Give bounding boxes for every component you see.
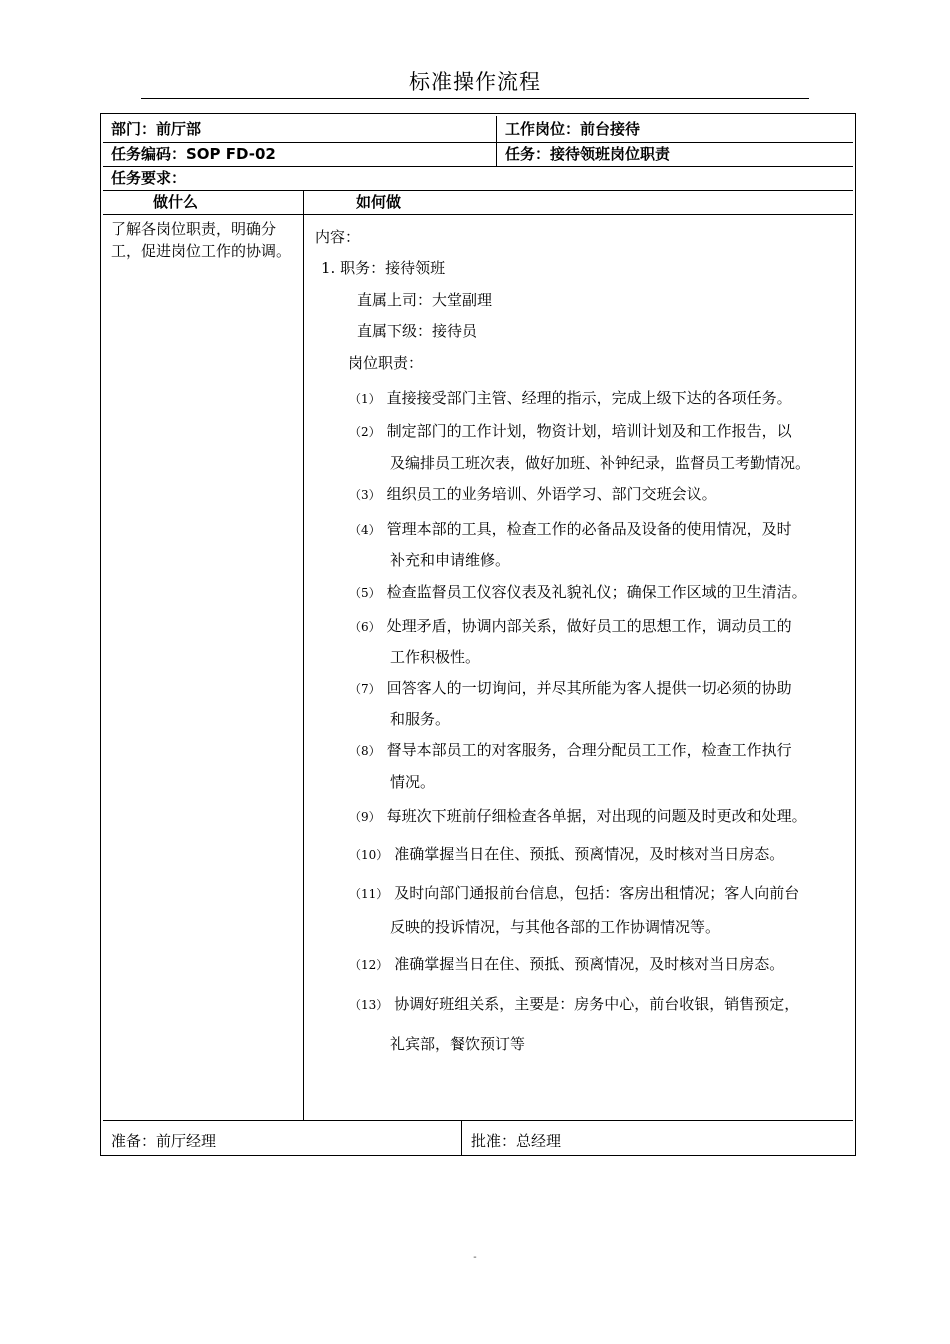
superior-line: 直属上司：大堂副理 (357, 291, 493, 309)
row-divider (103, 1120, 853, 1121)
duty-line (349, 421, 792, 442)
column-divider (303, 190, 304, 1120)
duty-line (349, 519, 792, 540)
duty-line (349, 740, 792, 761)
duty-number: （12） (349, 958, 389, 972)
sop-table-inner (103, 116, 853, 1153)
duty-line: 补充和申请维修。 (390, 551, 511, 569)
task-code-cell: 任务编码：SOP FD-02 (111, 145, 276, 163)
duty-text: 及时向部门通报前台信息，包括：客房出租情况；客人向前台 (394, 884, 800, 902)
duty-text: 每班次下班前仔细检查各单据，对出现的问题及时更改和处理。 (386, 807, 807, 825)
duty-line (349, 954, 784, 975)
duty-line (349, 484, 717, 505)
duty-line (349, 883, 799, 904)
what-column-header: 做什么 (153, 193, 199, 211)
duty-line (349, 582, 807, 603)
document-title: 标准操作流程 (409, 70, 541, 94)
position-cell: 工作岗位：前台接待 (505, 120, 641, 138)
duty-line (349, 678, 792, 699)
how-column-header: 如何做 (356, 193, 402, 211)
duty-text: 准确掌握当日在住、预抵、预离情况，及时核对当日房态。 (394, 845, 785, 863)
what-description: 了解各岗位职责，明确分工，促进岗位工作的协调。 (111, 220, 292, 260)
duty-number: （13） (349, 998, 389, 1012)
duty-line: 反映的投诉情况，与其他各部的工作协调情况等。 (390, 918, 721, 936)
duty-text: 检查监督员工仪容仪表及礼貌礼仪；确保工作区域的卫生清洁。 (386, 583, 807, 601)
requirements-cell: 任务要求： (111, 169, 187, 187)
duty-number: （2） (349, 425, 381, 439)
duty-number: （8） (349, 744, 381, 758)
duty-line: 礼宾部，餐饮预订等 (390, 1035, 526, 1053)
duty-line (349, 806, 807, 827)
duty-text: 准确掌握当日在住、预抵、预离情况，及时核对当日房态。 (394, 955, 785, 973)
department-cell: 部门：前厅部 (111, 120, 202, 138)
duty-line: 情况。 (390, 773, 436, 791)
duty-text: 管理本部的工具，检查工作的必备品及设备的使用情况，及时 (386, 520, 792, 538)
duty-line: 及编排员工班次表，做好加班、补钟纪录，监督员工考勤情况。 (390, 454, 811, 472)
duty-number: （6） (349, 620, 381, 634)
duty-number: （5） (349, 586, 381, 600)
column-divider (496, 116, 497, 166)
duty-line (349, 994, 799, 1015)
duty-line (349, 844, 784, 865)
duty-number: （1） (349, 392, 381, 406)
role-line: 1. 职务：接待领班 (321, 259, 446, 277)
row-divider (103, 214, 853, 215)
duty-text: 直接接受部门主管、经理的指示，完成上级下达的各项任务。 (386, 389, 792, 407)
duty-number: （9） (349, 810, 381, 824)
task-cell: 任务：接待领班岗位职责 (505, 145, 671, 163)
duty-number: （7） (349, 682, 381, 696)
subordinate-line: 直属下级：接待员 (357, 322, 478, 340)
duty-text: 制定部门的工作计划，物资计划，培训计划及和工作报告，以 (386, 422, 792, 440)
column-divider (461, 1120, 462, 1155)
approved-by: 批准：总经理 (471, 1132, 562, 1150)
page-mark: - (473, 1252, 477, 1263)
title-underline (141, 98, 809, 99)
duty-line: 工作积极性。 (390, 648, 481, 666)
duty-line (349, 616, 792, 637)
duties-label: 岗位职责： (348, 354, 424, 372)
duty-number: （11） (349, 887, 389, 901)
duty-line: 和服务。 (390, 710, 451, 728)
duty-number: （3） (349, 488, 381, 502)
content-label: 内容： (315, 228, 361, 246)
duty-text: 督导本部员工的对客服务，合理分配员工工作，检查工作执行 (386, 741, 792, 759)
duty-text: 回答客人的一切询问，并尽其所能为客人提供一切必须的协助 (386, 679, 792, 697)
prepared-by: 准备：前厅经理 (111, 1132, 217, 1150)
row-divider (103, 190, 853, 191)
sop-table (100, 113, 856, 1156)
duty-line (349, 388, 792, 409)
duty-number: （4） (349, 523, 381, 537)
duty-text: 组织员工的业务培训、外语学习、部门交班会议。 (386, 485, 717, 503)
row-divider (103, 166, 853, 167)
duty-text: 处理矛盾，协调内部关系，做好员工的思想工作，调动员工的 (386, 617, 792, 635)
duty-text: 协调好班组关系，主要是：房务中心，前台收银，销售预定， (394, 995, 800, 1013)
duty-number: （10） (349, 848, 389, 862)
